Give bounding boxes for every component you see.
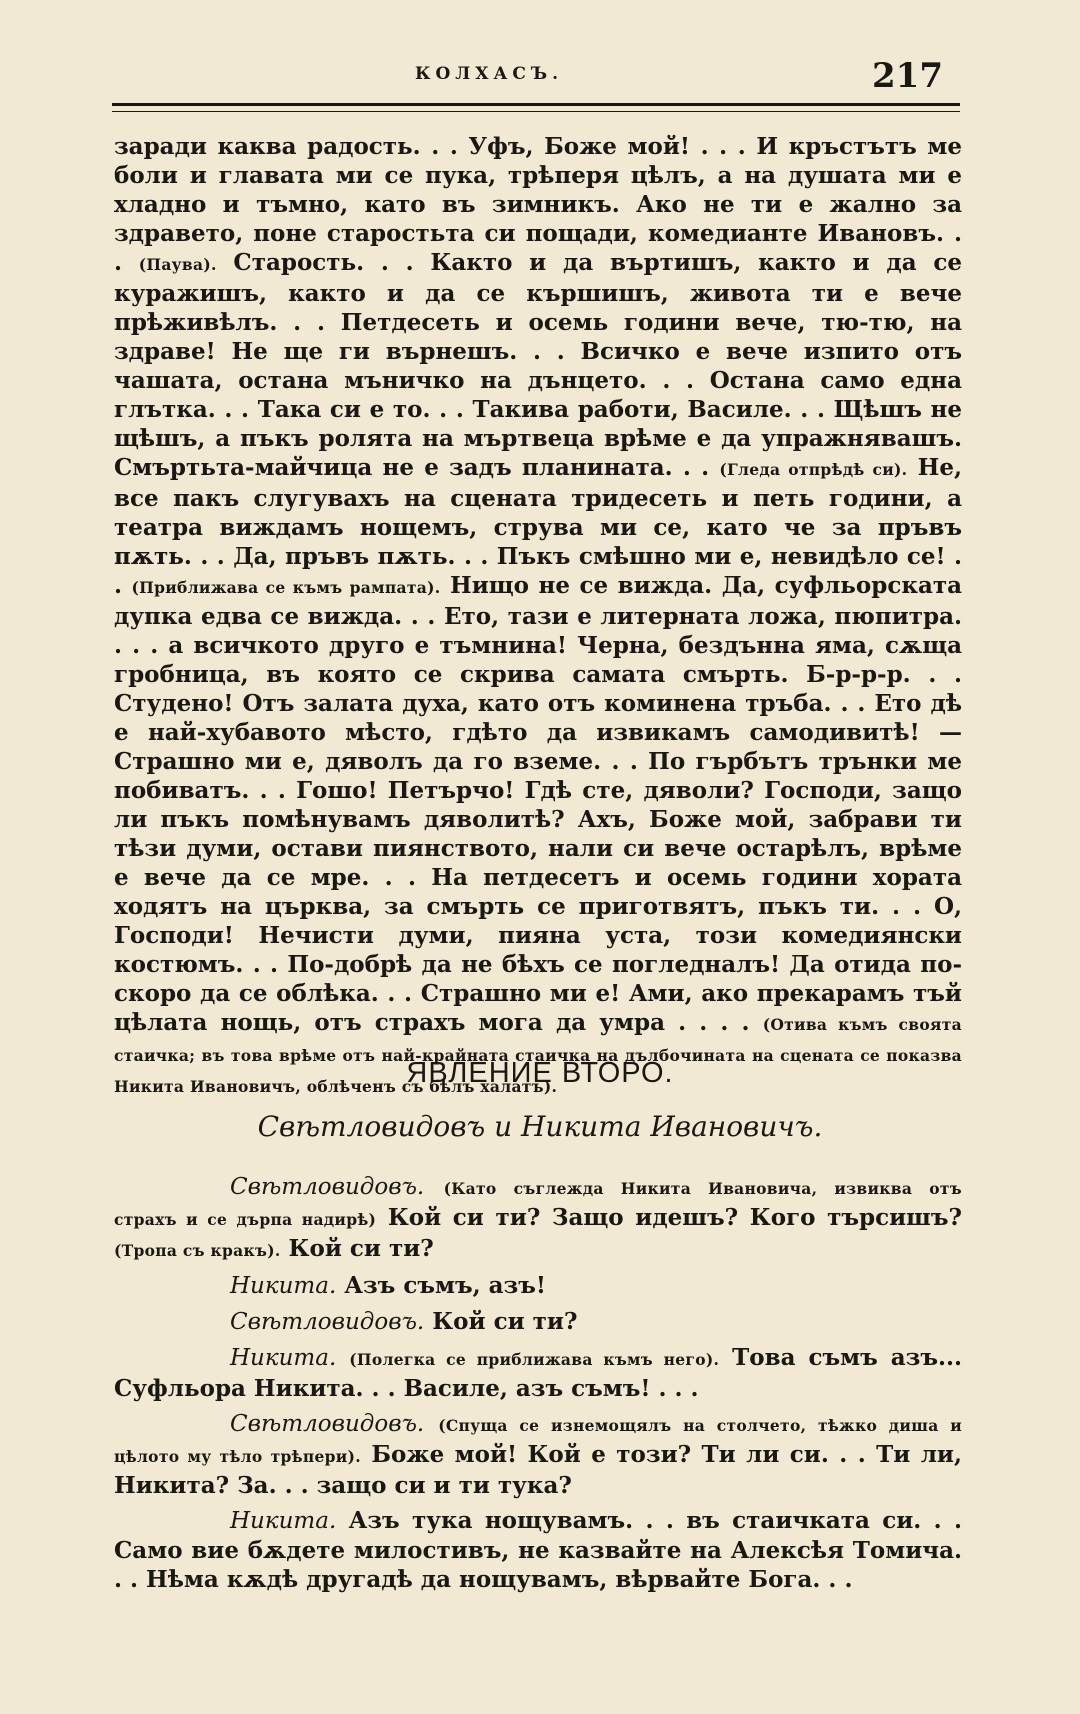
line-text: Кой си ти?: [280, 1235, 434, 1262]
header-rule-thin: [112, 111, 960, 112]
stage-direction: (Приближава се къмъ рампата).: [131, 578, 441, 597]
monologue-text: Не, все пакъ слугувахъ на сцената тридесеть и петь години, а театра виждамъ нощемъ, струва ми се, като че за пръвъ пѫть. . . Да, пръвъ пѫть. . . Пъкъ смѣшно ми е, невидѣло се! . .: [114, 454, 962, 599]
monologue-text: Старость. . . Както и да въртишъ, както и да се куражишъ, както и да се кършишъ, живота ти е вече прѣживѣлъ. . . Петдесеть и осемь години вече, тю-тю, на здраве! Не ще ги върнешъ. . . Всичко е вече изпито отъ чашата, остана мъничко на дънцето. . . Остана само една глътка. . . Така си е то. . . Такива работи, Василе. . . Щѣшъ не щѣшъ, а пъкъ ролята на мъртвеца врѣме е да упражнявашъ. Смъртьта-майчица не е задъ планината. . .: [114, 249, 962, 481]
header-rule-thick: [112, 103, 960, 106]
running-title: КОЛХАСЪ.: [415, 64, 564, 84]
dialogue-line: [114, 1172, 962, 1265]
line-text: Боже мой! Кой е този? Ти ли си. . . Ти ли, Никита? За. . . защо си и ти тука?: [114, 1441, 962, 1499]
stage-direction: (Като съглежда Никита Ивановича, извиква отъ страхъ и се дърпа надирѣ): [114, 1179, 962, 1229]
stage-direction: (Полегка се приближава къмъ него).: [349, 1350, 720, 1369]
speaker-name: Никита.: [230, 1273, 337, 1299]
speaker-name: Никита.: [230, 1345, 337, 1371]
scene-cast: Свѣтловидовъ и Никита Ивановичъ.: [257, 1110, 823, 1143]
dialogue-line: [114, 1409, 962, 1500]
dialogue-line: [114, 1343, 962, 1403]
stage-direction: (Паува).: [138, 255, 217, 274]
stage-direction: (Тропа съ кракъ).: [114, 1241, 281, 1260]
stage-direction: (Спуща се изнемощялъ на столчето, тѣжко диша и цѣлото му тѣло трѣпери).: [114, 1416, 962, 1466]
speaker-name: Никита.: [230, 1508, 337, 1534]
speaker-name: Свѣтловидовъ.: [230, 1174, 425, 1200]
speaker-name: Свѣтловидовъ.: [230, 1309, 425, 1335]
speaker-name: Свѣтловидовъ.: [230, 1411, 425, 1437]
dialogue: [114, 1172, 962, 1600]
monologue-paragraph: [114, 132, 962, 1101]
line-text: Азъ тука нощувамъ. . . въ стаичката си. . . Само вие бѫдете милостивъ, не казвайте на Алексѣя Томича. . . Нѣма кѫдѣ другадѣ да нощувамъ, вѣрвайте Бога. . .: [114, 1507, 962, 1593]
stage-direction: (Отива къмъ своята стаичка; въ това врѣме отъ най-крайната стаичка на дълбочината на сцената се показва Никита Ивановичъ, облѣченъ съ бѣлъ халатъ).: [114, 1015, 962, 1096]
line-text: Азъ съмъ, азъ!: [336, 1272, 546, 1299]
dialogue-line: [114, 1307, 962, 1337]
line-text: Кой си ти?: [424, 1308, 578, 1335]
monologue-text: заради каква радость. . . Уфъ, Боже мой! . . . И кръстътъ ме боли и главата ми се пука, трѣперя цѣлъ, а на душата ми е хладно и тъмно, като въ зимникъ. Ако не ти е жално за здравето, поне старостьта си пощади, комедианте Ивановъ. . .: [114, 133, 962, 276]
page-number: 217: [872, 56, 943, 96]
dialogue-line: [114, 1271, 962, 1301]
line-text: Това съмъ азъ... Суфльора Никита. . . Василе, азъ съмъ! . . .: [114, 1344, 962, 1402]
monologue-text: Нищо не се вижда. Да, суфльорската дупка едва се вижда. . . Ето, тази е литерната ложа, пюпитра. . . . а всичкото друго е тъмнина! Черна, бездънна яма, сѫща гробница, въ която се скрива самата смърть. Б-р-р-р. . . Студено! Отъ залата духа, като отъ коминена тръба. . . Ето дѣ е най-хубавото мѣсто, гдѣто да извикамъ самодивитѣ! — Страшно ми е, дяволъ да го вземе. . . По гърбътъ трънки ме побиватъ. . . Гошо! Петърчо! Гдѣ сте, дяволи? Господи, защо ли пъкъ помѣнувамъ дяволитѣ? Ахъ, Боже мой, забрави ти тѣзи думи, остави пиянството, нали си вече остарѣлъ, врѣме е вече да се мре. . . На петдесетъ и осемь години хората ходятъ на църква, за смърть се приготвятъ, пъкъ ти. . . О, Господи! Нечисти думи, пияна уста, този комедиянски костюмъ. . . По-добрѣ да не бѣхъ се погледналъ! Да отида по-скоро да се облѣка. . . Страшно ми е! Ами, ако прекарамъ тъй цѣлата нощь, отъ страхъ мога да умра . . . .: [114, 572, 962, 1036]
dialogue-line: [114, 1506, 962, 1594]
line-text: Кой си ти? Защо идешъ? Кого търсишъ?: [376, 1204, 962, 1231]
scene-heading: ЯВЛЕНИЕ ВТОРО.: [406, 1057, 674, 1089]
stage-direction: (Гледа отпрѣдѣ си).: [719, 460, 908, 479]
